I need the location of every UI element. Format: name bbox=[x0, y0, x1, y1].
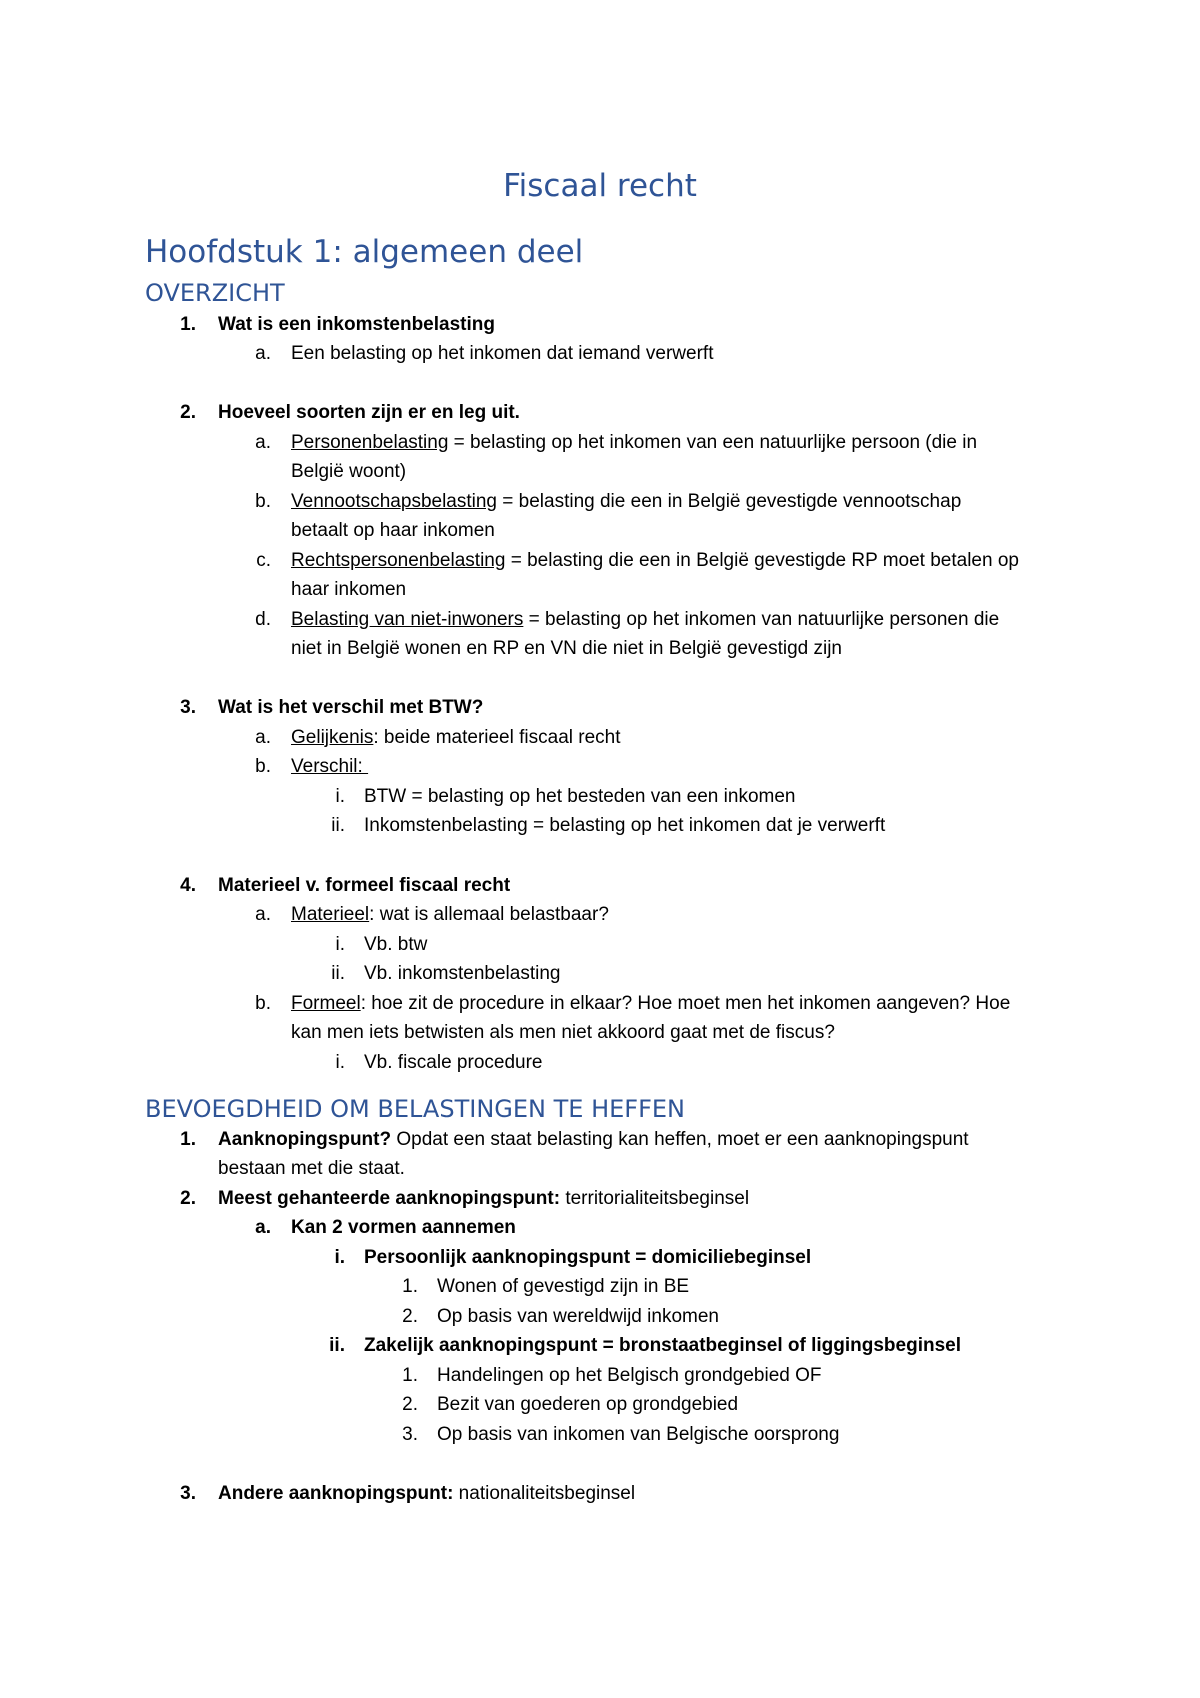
list-number: 2. bbox=[402, 1306, 418, 1327]
list-letter: d. bbox=[255, 609, 271, 630]
term: Gelijkenis bbox=[291, 727, 374, 748]
list-roman: i. bbox=[335, 934, 345, 955]
list-item: Persoonlijk aanknopingspunt = domiciliebeginsel bbox=[364, 1247, 812, 1268]
list-item-continuation: haar inkomen bbox=[291, 579, 407, 600]
list-letter: a. bbox=[255, 343, 271, 364]
list-item-continuation: België woont) bbox=[291, 461, 407, 482]
list-item: Zakelijk aanknopingspunt = bronstaatbeginsel of liggingsbeginsel bbox=[364, 1335, 962, 1356]
list-item: Materieel: wat is allemaal belastbaar? bbox=[291, 904, 609, 925]
list-letter: b. bbox=[255, 993, 271, 1014]
list-item: Vb. inkomstenbelasting bbox=[364, 963, 561, 984]
list-number: 1. bbox=[402, 1276, 418, 1297]
list-item: Een belasting op het inkomen dat iemand verwerft bbox=[291, 343, 714, 364]
list-item: Gelijkenis: beide materieel fiscaal recht bbox=[291, 727, 621, 748]
list-letter: b. bbox=[255, 491, 271, 512]
list-roman: i. bbox=[335, 786, 345, 807]
term: Materieel bbox=[291, 904, 370, 925]
list-item: BTW = belasting op het besteden van een inkomen bbox=[364, 786, 796, 807]
list-roman: ii. bbox=[331, 815, 345, 836]
term: Vennootschapsbelasting bbox=[291, 491, 497, 512]
section-heading-overzicht: OVERZICHT bbox=[145, 279, 285, 307]
list-item: Handelingen op het Belgisch grondgebied OF bbox=[437, 1365, 822, 1386]
list-letter: b. bbox=[255, 756, 271, 777]
list-roman: ii. bbox=[329, 1335, 345, 1356]
list-item: Meest gehanteerde aanknopingspunt: territorialiteitsbeginsel bbox=[218, 1188, 750, 1209]
list-roman: i. bbox=[335, 1052, 345, 1073]
list-number: 1. bbox=[402, 1365, 418, 1386]
list-item: Vb. btw bbox=[364, 934, 428, 955]
list-letter: a. bbox=[255, 727, 271, 748]
list-item: Rechtspersonenbelasting = belasting die een in België gevestigde RP moet betalen op bbox=[291, 550, 1019, 571]
term: Belasting van niet-inwoners bbox=[291, 609, 524, 630]
term: Verschil: bbox=[291, 756, 369, 777]
section-heading-bevoegdheid: BEVOEGDHEID OM BELASTINGEN TE HEFFEN bbox=[145, 1095, 686, 1123]
list-item: Kan 2 vormen aannemen bbox=[291, 1217, 516, 1238]
list-item: Personenbelasting = belasting op het inkomen van een natuurlijke persoon (die in bbox=[291, 432, 978, 453]
list-number: 4. bbox=[180, 875, 196, 896]
list-item: Vennootschapsbelasting = belasting die een in België gevestigde vennootschap bbox=[291, 491, 962, 512]
list-item: Op basis van wereldwijd inkomen bbox=[437, 1306, 719, 1327]
list-item: Andere aanknopingspunt: nationaliteitsbeginsel bbox=[218, 1483, 636, 1504]
term: Rechtspersonenbelasting bbox=[291, 550, 506, 571]
list-roman: ii. bbox=[331, 963, 345, 984]
list-letter: a. bbox=[255, 432, 271, 453]
list-number: 2. bbox=[180, 1188, 196, 1209]
chapter-heading: Hoofdstuk 1: algemeen deel bbox=[145, 234, 584, 270]
list-number: 3. bbox=[402, 1424, 418, 1445]
list-item: Vb. fiscale procedure bbox=[364, 1052, 543, 1073]
list-number: 3. bbox=[180, 697, 196, 718]
list-letter: a. bbox=[255, 1217, 271, 1238]
list-letter: c. bbox=[256, 550, 271, 571]
list-item-continuation: niet in België wonen en RP en VN die niet in België gevestigd zijn bbox=[291, 638, 842, 659]
question-2: Hoeveel soorten zijn er en leg uit. bbox=[218, 402, 520, 423]
question-3: Wat is het verschil met BTW? bbox=[218, 697, 484, 718]
list-item bbox=[291, 755, 368, 779]
list-item: Belasting van niet-inwoners = belasting op het inkomen van natuurlijke personen die bbox=[291, 609, 1000, 630]
list-item: Wonen of gevestigd zijn in BE bbox=[437, 1276, 690, 1297]
term: Formeel bbox=[291, 993, 361, 1014]
list-number: 3. bbox=[180, 1483, 196, 1504]
list-item: Formeel: hoe zit de procedure in elkaar? Hoe moet men het inkomen aangeven? Hoe bbox=[291, 993, 1011, 1014]
list-number: 2. bbox=[402, 1394, 418, 1415]
list-item: Aanknopingspunt? Opdat een staat belasting kan heffen, moet er een aanknopingspunt bbox=[218, 1129, 969, 1150]
document-title: Fiscaal recht bbox=[503, 168, 697, 204]
list-item-continuation: betaalt op haar inkomen bbox=[291, 520, 495, 541]
list-number: 1. bbox=[180, 314, 196, 335]
list-number: 1. bbox=[180, 1129, 196, 1150]
question-4: Materieel v. formeel fiscaal recht bbox=[218, 875, 511, 896]
list-number: 2. bbox=[180, 402, 196, 423]
list-item-continuation: kan men iets betwisten als men niet akkoord gaat met de fiscus? bbox=[291, 1022, 835, 1043]
list-roman: i. bbox=[334, 1247, 345, 1268]
list-item: Bezit van goederen op grondgebied bbox=[437, 1394, 739, 1415]
question-1: Wat is een inkomstenbelasting bbox=[218, 314, 495, 335]
list-item: Op basis van inkomen van Belgische oorsprong bbox=[437, 1424, 840, 1445]
list-item: Inkomstenbelasting = belasting op het inkomen dat je verwerft bbox=[364, 815, 886, 836]
term: Personenbelasting bbox=[291, 432, 449, 453]
list-item-continuation: bestaan met die staat. bbox=[218, 1158, 405, 1179]
list-letter: a. bbox=[255, 904, 271, 925]
